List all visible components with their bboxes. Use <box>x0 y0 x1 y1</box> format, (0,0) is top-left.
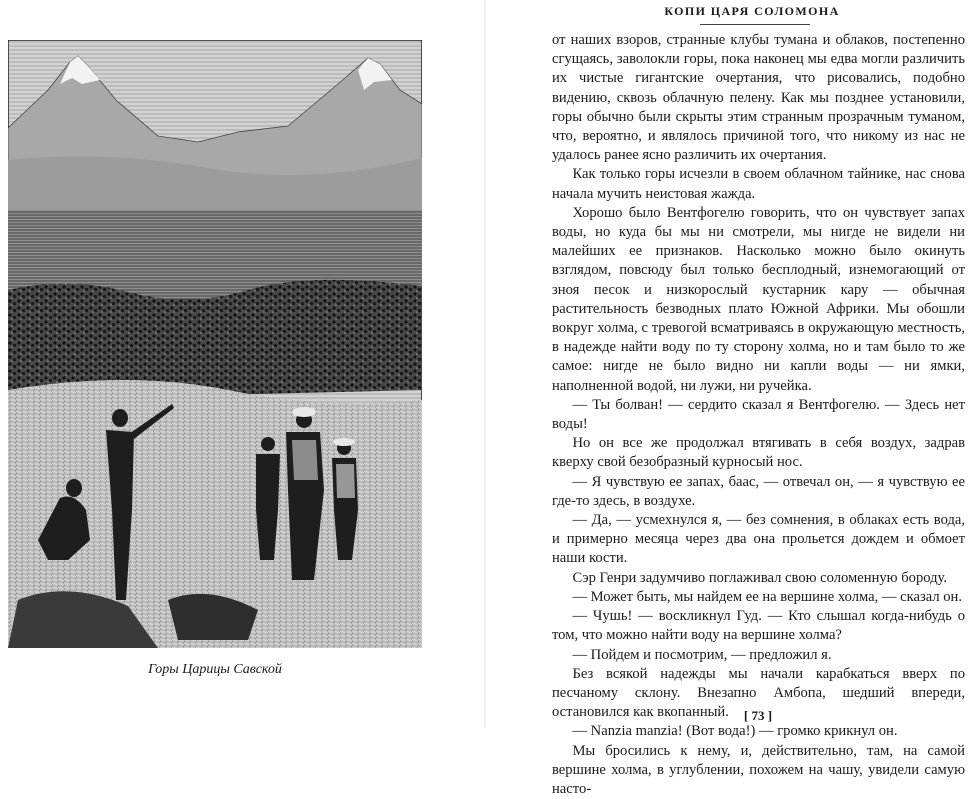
illustration-engraving <box>8 40 422 648</box>
paragraph: — Да, — усмехнулся я, — без сомнения, в облаках есть вода, и примерно месяца через два она прольется дождем и обмоет наши кости. <box>552 512 965 567</box>
paragraph: — Ты болван! — сердито сказал я Вентфогелю. — Здесь нет воды! <box>552 396 965 433</box>
paragraph: Сэр Генри задумчиво поглаживал свою соломенную бороду. <box>572 569 948 586</box>
paragraph: — Nanzia manzia! (Вот вода!) — громко крикнул он. <box>572 723 898 740</box>
text-column <box>552 31 965 799</box>
page-gutter <box>484 0 486 728</box>
illustration-caption: Горы Царицы Савской <box>148 662 282 677</box>
paragraph: Хорошо было Вентфогелю говорить, что он чувствует запах воды, но куда бы мы ни смотрели, мы нигде не видели ни малейших ее признаков. Насколько можно было окинуть взглядом, повсюду был только бесплодный, изнемогающий от зноя песок и низкорослый кустарник кару — обычная растительность безводных плато Южной Африки. Мы обошли вокруг холма, с тревогой всматриваясь в окружающую местность, в надежде найти воду по ту сторону холма, но и там было то же самое: нигде не было видно ни капли воды — ни ямки, наполненной водой, ни лужи, ни ручейка. <box>552 204 965 394</box>
engraving-svg <box>8 40 422 648</box>
paragraph: Без всякой надежды мы начали карабкаться вверх по песчаному склону. Внезапно Амбопа, шедший впереди, остановился как вкопанный. <box>552 665 965 721</box>
paragraph: — Пойдем и посмотрим, — предложил я. <box>572 646 832 663</box>
paragraph: — Чушь! — воскликнул Гуд. — Кто слышал когда-нибудь о том, что можно найти воду на вершине холма? <box>552 608 965 644</box>
running-head: КОПИ ЦАРЯ СОЛОМОНА <box>664 4 840 18</box>
paragraph: Мы бросились к нему, и, действительно, там, на самой вершине холма, в углублении, похожем на чашу, увидели самую насто- <box>552 742 965 797</box>
paragraph: Но он все же продолжал втягивать в себя воздух, задрав кверху свой безобразный курносый нос. <box>552 435 965 471</box>
paragraph: — Я чувствую ее запах, баас, — отвечал он, — я чувствую ее где-то здесь, в воздухе. <box>552 473 965 509</box>
running-head-rule <box>700 24 810 25</box>
paragraph: — Может быть, мы найдем ее на вершине холма, — сказал он. <box>572 588 963 605</box>
paragraph: Как только горы исчезли в своем облачном тайнике, нас снова начала мучить неистовая жажда. <box>552 166 965 202</box>
paragraph: от наших взоров, странные клубы тумана и облаков, постепенно сгущаясь, заволокли горы, пока наконец мы едва могли различить их чистые гигантские очертания, что рисовались, подобно видению, сквозь облачную пелену. Как мы позднее установили, горы обычно были скрыты этим странным прозрачным туманом, что, вероятно, и являлось причиной того, что никому из нас не удалось ранее ясно различить их очертания. <box>552 32 965 164</box>
page-number: [ 73 ] <box>743 708 773 723</box>
